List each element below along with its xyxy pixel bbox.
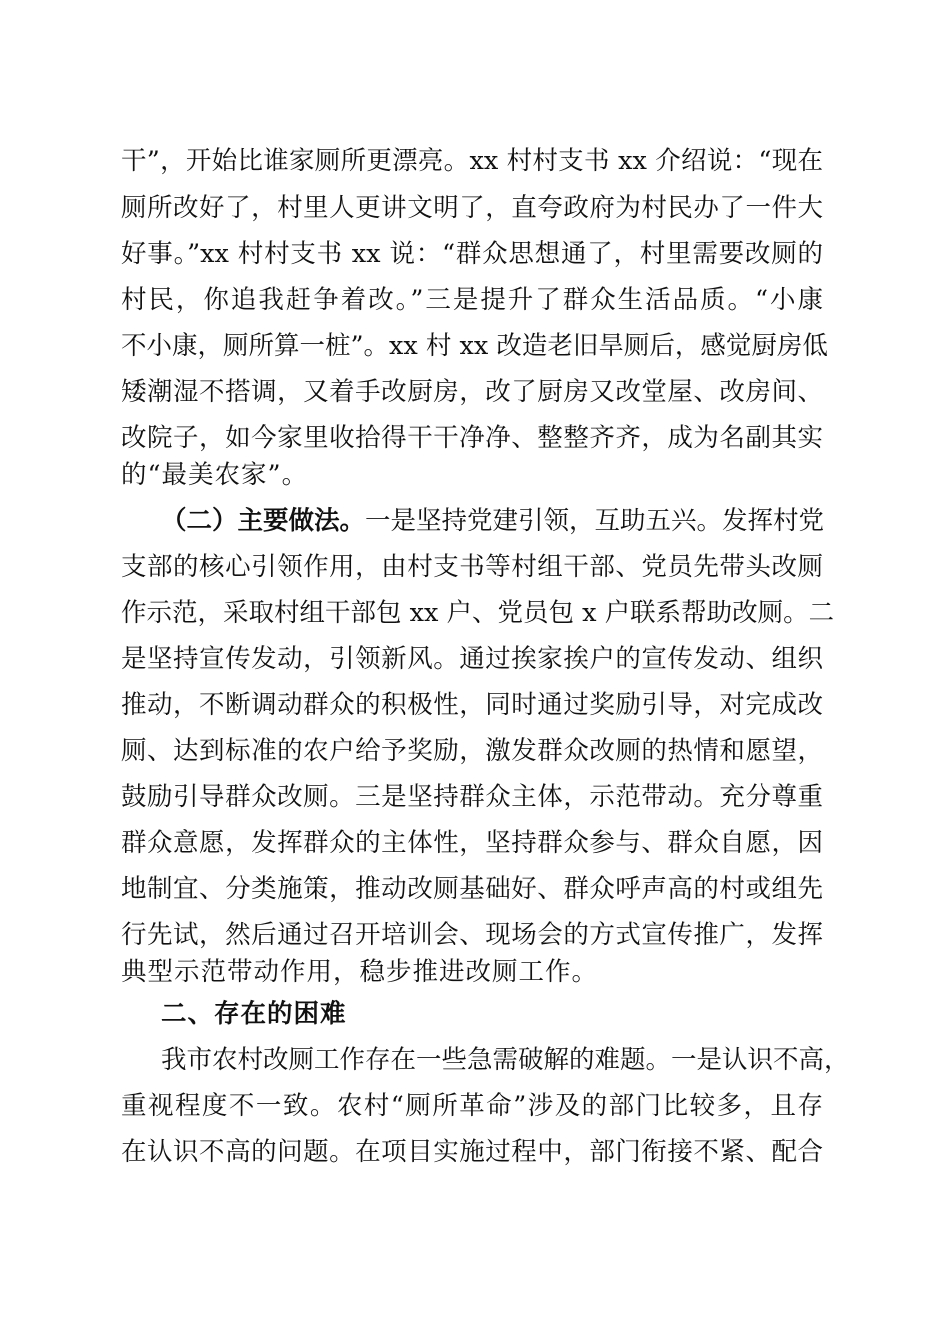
paragraph-2-line-11: 典型示范带动作用，稳步推进改厕工作。 [121, 957, 599, 987]
paragraph-3-line-3: 在认识不高的问题。在项目实施过程中，部门衔接不紧、配合 [121, 1137, 823, 1167]
paragraph-2-line-5: 推动，不断调动群众的积极性，同时通过奖励引导，对完成改 [121, 690, 823, 720]
paragraph-2-line-1 [161, 497, 823, 545]
paragraph-2-line-4: 是坚持宣传发动，引领新风。通过挨家挨户的宣传发动、组织 [121, 644, 823, 674]
paragraph-1-line-4: 村民，你追我赶争着改。”三是提升了群众生活品质。“小康 [121, 285, 823, 315]
section-2-heading: 二、存在的困难 [161, 999, 347, 1029]
paragraph-2-line-3: 作示范，采取村组干部包 xx 户、党员包 x 户联系帮助改厕。二 [121, 598, 835, 628]
paragraph-2-line-8: 群众意愿，发挥群众的主体性，坚持群众参与、群众自愿，因 [121, 828, 823, 858]
paragraph-1-line-8: 的“最美农家”。 [121, 460, 309, 490]
paragraph-2-line-10: 行先试，然后通过召开培训会、现场会的方式宣传推广，发挥 [121, 920, 823, 950]
paragraph-2-line-6: 厕、达到标准的农户给予奖励，激发群众改厕的热情和愿望， [121, 736, 823, 766]
paragraph-1-line-7: 改院子，如今家里收拾得干干净净、整整齐齐，成为名副其实 [121, 423, 823, 453]
paragraph-3-line-2: 重视程度不一致。农村“厕所革命”涉及的部门比较多，且存 [121, 1091, 823, 1121]
paragraph-1-line-2: 厕所改好了，村里人更讲文明了，直夸政府为村民办了一件大 [121, 193, 823, 223]
paragraph-1-line-5: 不小康，厕所算一桩”。xx 村 xx 改造老旧旱厕后，感觉厨房低 [121, 331, 828, 361]
paragraph-3-line-1: 我市农村改厕工作存在一些急需破解的难题。一是认识不高， [161, 1045, 850, 1075]
paragraph-1-line-3: 好事。”xx 村村支书 xx 说：“群众思想通了，村里需要改厕的 [121, 239, 823, 269]
paragraph-2-lead-text: 一是坚持党建引领，互助五兴。发挥村党 [365, 506, 825, 536]
paragraph-1-line-6: 矮潮湿不搭调，又着手改厨房，改了厨房又改堂屋、改房间、 [121, 377, 823, 407]
paragraph-2-line-9: 地制宜、分类施策，推动改厕基础好、群众呼声高的村或组先 [121, 874, 823, 904]
paragraph-2-subheading: （二）主要做法。 [161, 506, 366, 536]
paragraph-2-line-2: 支部的核心引领作用，由村支书等村组干部、党员先带头改厕 [121, 552, 823, 582]
paragraph-2-line-7: 鼓励引导群众改厕。三是坚持群众主体，示范带动。充分尊重 [121, 782, 823, 812]
paragraph-1-line-1: 干”，开始比谁家厕所更漂亮。xx 村村支书 xx 介绍说：“现在 [121, 146, 823, 176]
